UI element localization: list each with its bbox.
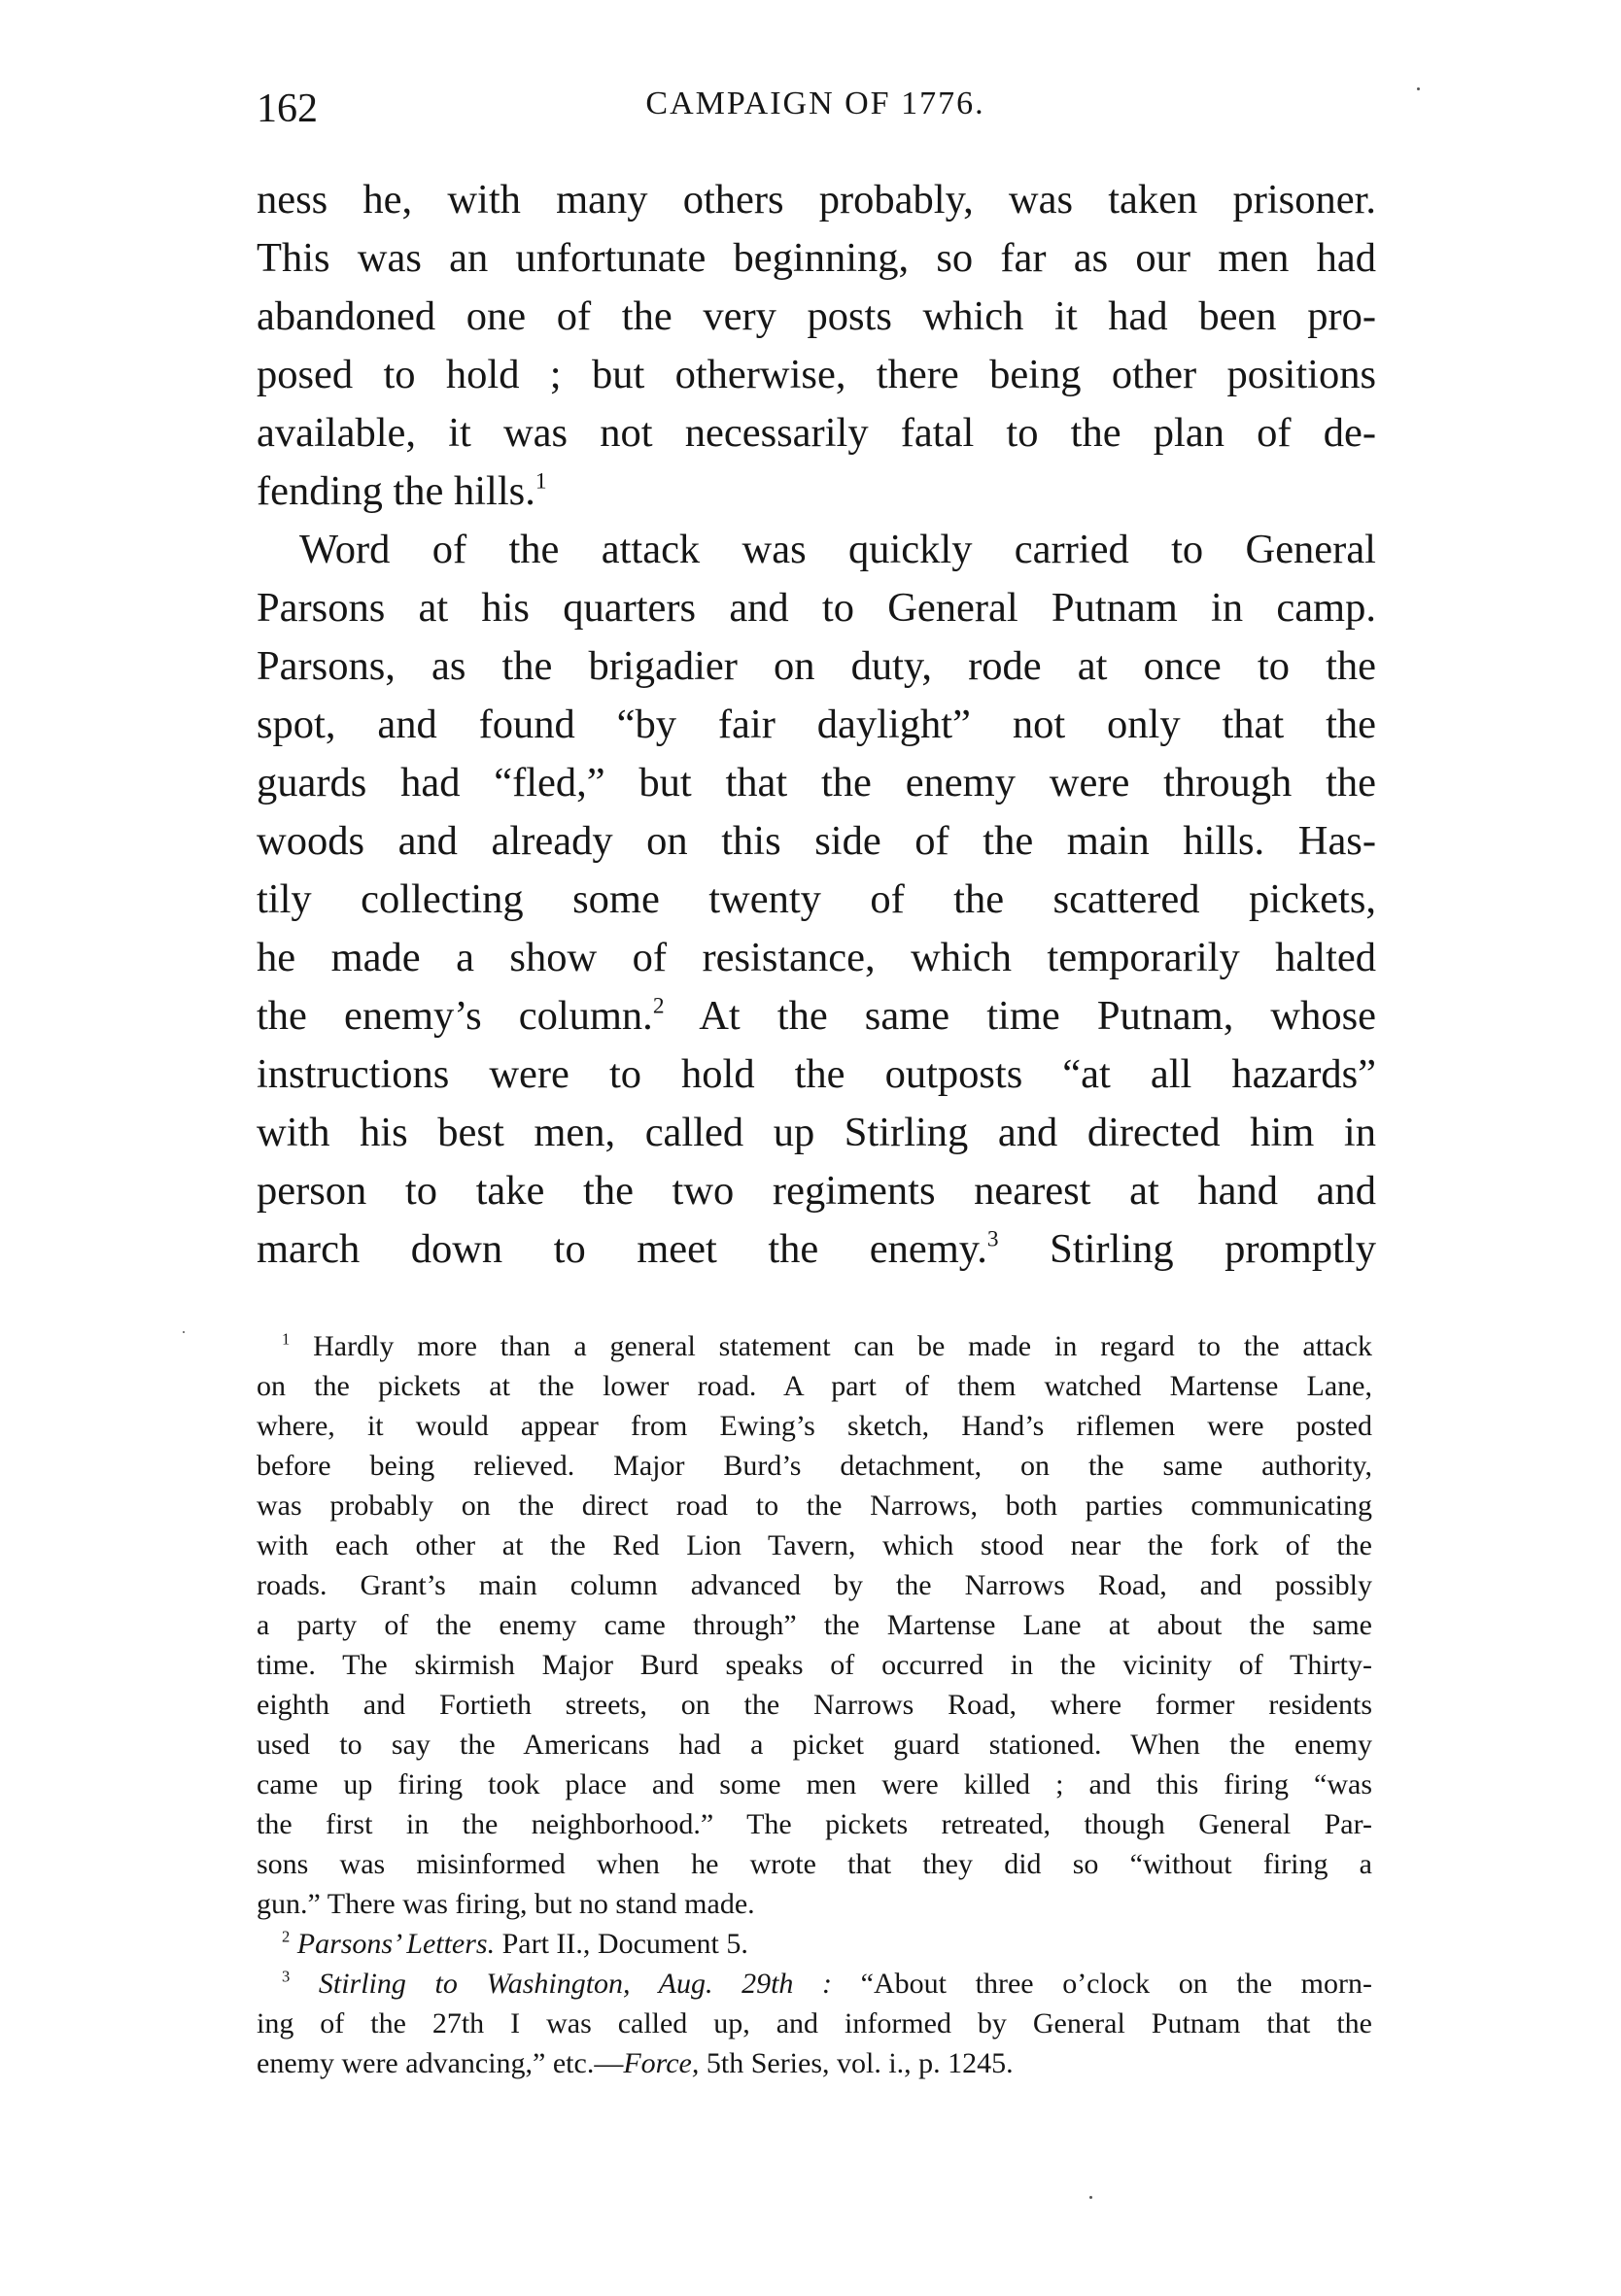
text-line: with his best men, called up Stirling and directed him in (257, 1110, 1376, 1155)
text-fragment: enemy were advancing,” etc.— (257, 2047, 624, 2079)
footnote-1-line: used to say the Americans had a picket guard stationed. When the enemy (257, 1729, 1372, 1761)
text-fragment: the enemy’s column. (257, 993, 653, 1039)
footnote-mark-2: 2 (282, 1927, 291, 1946)
text-line: Word of the attack was quickly carried to General (299, 527, 1376, 572)
page-number: 162 (257, 86, 318, 131)
footnote-1-line: sons was misinformed when he wrote that they did so “without firing a (257, 1848, 1372, 1880)
text-line: person to take the two regiments nearest at hand and (257, 1168, 1376, 1214)
text-line: abandoned one of the very posts which it had been pro- (257, 293, 1376, 339)
footnote-3-line (257, 1964, 1372, 2004)
footnote-3-text: “About three o’clock on the morn- (860, 1968, 1372, 2000)
text-line (257, 987, 1376, 1045)
text-line (257, 463, 1376, 521)
text-line: instructions were to hold the outposts “at all hazards” (257, 1051, 1376, 1097)
text-fragment: Stirling promptly (1050, 1226, 1376, 1272)
footnote-1-line: where, it would appear from Ewing’s sketch, Hand’s riflemen were posted (257, 1410, 1372, 1442)
text-line: available, it was not necessarily fatal to the plan of de- (257, 410, 1376, 456)
footnote-1-line: was probably on the direct road to the Narrows, both parties communicating (257, 1490, 1372, 1522)
footnote-3-line: ing of the 27th I was called up, and informed by General Putnam that the (257, 2007, 1372, 2039)
footnote-1-line: roads. Grant’s main column advanced by the Narrows Road, and possibly (257, 1569, 1372, 1601)
footnote-1-line (257, 1326, 1372, 1366)
text-fragment: 5th Series, vol. i., p. 1245. (706, 2047, 1014, 2079)
footnote-2-text: Part II., Document 5. (501, 1928, 748, 1960)
footnote-1-line: with each other at the Red Lion Tavern, which stood near the fork of the (257, 1529, 1372, 1561)
footnote-3-line (257, 2043, 1372, 2083)
text-line: ness he, with many others probably, was taken prisoner. (257, 177, 1376, 223)
footnote-3-source: Force, (623, 2047, 700, 2079)
footnote-ref-1: 1 (535, 468, 547, 495)
footnote-1-line: gun.” There was firing, but no stand made. (257, 1888, 755, 1920)
scan-speck (1089, 2196, 1092, 2199)
text-fragment: Hardly more than a general statement can be made in regard to the attack (313, 1330, 1373, 1362)
footnote-1-line: before being relieved. Major Burd’s detachment, on the same authority, (257, 1450, 1372, 1482)
text-line (257, 1220, 1376, 1279)
footnote-mark-3: 3 (282, 1967, 291, 1986)
footnote-2 (257, 1924, 1372, 1964)
footnote-1-line: came up firing took place and some men were killed ; and this firing “was (257, 1768, 1372, 1800)
footnotes (257, 1326, 1372, 2083)
footnote-ref-3: 3 (986, 1226, 999, 1252)
text-line: Parsons at his quarters and to General Putnam in camp. (257, 585, 1376, 631)
page-header (257, 64, 1374, 132)
footnote-3-title: Stirling to Washington, Aug. 29th : (318, 1968, 833, 2000)
text-line: posed to hold ; but otherwise, there being other positions (257, 352, 1376, 397)
text-fragment: At the same time Putnam, whose (699, 993, 1376, 1039)
text-fragment: march down to meet the enemy. (257, 1226, 987, 1272)
text-line: he made a show of resistance, which temporarily halted (257, 935, 1376, 980)
text-line: guards had “fled,” but that the enemy were through the (257, 760, 1376, 805)
scan-speck (1417, 87, 1420, 90)
footnote-1-line: the first in the neighborhood.” The pickets retreated, though General Par- (257, 1808, 1372, 1840)
footnote-ref-2: 2 (652, 993, 665, 1019)
footnote-1-line: time. The skirmish Major Burd speaks of occurred in the vicinity of Thirty- (257, 1649, 1372, 1681)
text-line: This was an unfortunate beginning, so far as our men had (257, 235, 1376, 281)
text-line: spot, and found “by fair daylight” not only that the (257, 702, 1376, 747)
footnote-1-line: on the pickets at the lower road. A part of them watched Martense Lane, (257, 1370, 1372, 1402)
scan-speck (183, 1331, 185, 1333)
footnote-2-title: Parsons’ Letters. (296, 1928, 496, 1960)
footnote-mark-1: 1 (282, 1329, 291, 1349)
text-fragment: fending the hills. (257, 468, 535, 514)
running-head: CAMPAIGN OF 1776. (645, 86, 985, 121)
footnote-1-line: eighth and Fortieth streets, on the Narrows Road, where former residents (257, 1689, 1372, 1721)
main-text (257, 171, 1376, 1279)
text-line: Parsons, as the brigadier on duty, rode at once to the (257, 643, 1376, 689)
footnote-1-line: a party of the enemy came through” the Martense Lane at about the same (257, 1609, 1372, 1641)
text-line: woods and already on this side of the main hills. Has- (257, 818, 1376, 864)
text-line: tily collecting some twenty of the scattered pickets, (257, 876, 1376, 922)
